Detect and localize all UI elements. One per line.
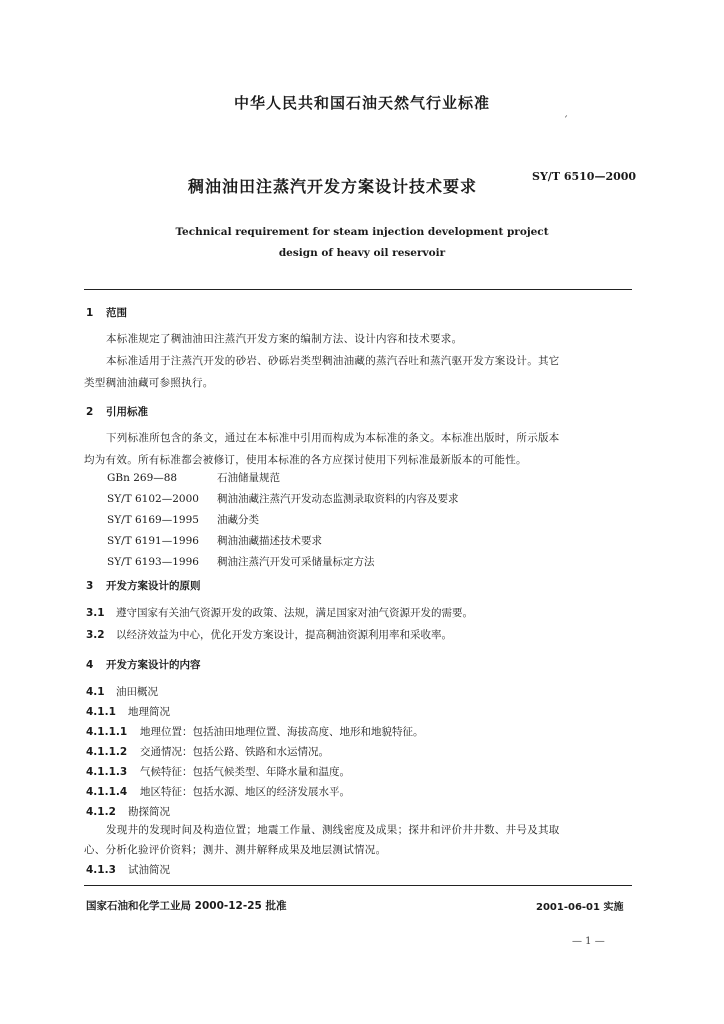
- section-3-items: [86, 602, 473, 646]
- reference-item: SY/T 6193—1996 稠油注蒸汽开发可采储量标定方法: [107, 556, 375, 568]
- footer-rule: [84, 885, 632, 886]
- paragraph: 下列标准所包含的条文，通过在本标准中引用而构成为本标准的条文。本标准出版时，所示版本: [106, 432, 560, 444]
- clause: 3.1 遵守国家有关油气资源开发的政策、法规，满足国家对油气资源开发的需要。: [86, 607, 473, 619]
- section-title: 开发方案设计的内容: [106, 659, 201, 671]
- title-en-line-2: design of heavy oil reservoir: [278, 247, 446, 259]
- section-number: 2: [86, 406, 94, 418]
- paragraph: 类型稠油油藏可参照执行。: [84, 377, 214, 389]
- section-2-body: [84, 427, 632, 471]
- section-title: 范围: [106, 307, 127, 319]
- reference-item: SY/T 6102—2000 稠油油藏注蒸汽开发动态监测录取资料的内容及要求: [107, 493, 459, 505]
- implementation-date: 2001-06-01 实施: [536, 902, 624, 913]
- section-1-heading: [86, 305, 127, 320]
- section-3-heading: [86, 578, 201, 593]
- clause: 4.1.3 试油简况: [86, 864, 170, 876]
- section-number: 4: [86, 659, 94, 671]
- section-title: 开发方案设计的原则: [106, 580, 201, 592]
- paragraph: 发现井的发现时间及构造位置；地震工作量、测线密度及成果；探井和评价井井数、井号及其取: [106, 824, 560, 836]
- header-rule: [84, 289, 632, 290]
- reference-item: SY/T 6169—1995 油藏分类: [107, 514, 259, 526]
- reference-item: GBn 269—88 石油储量规范: [107, 472, 280, 484]
- clause: 4.1.1.2 交通情况：包括公路、铁路和水运情况。: [86, 746, 329, 758]
- section-title: 引用标准: [106, 406, 148, 418]
- section-1-body: [84, 328, 632, 394]
- section-2-heading: [86, 404, 148, 419]
- paragraph: 本标准适用于注蒸汽开发的砂岩、砂砾岩类型稠油油藏的蒸汽吞吐和蒸汽驱开发方案设计。其它: [106, 355, 560, 367]
- page-number: — 1 —: [572, 936, 605, 947]
- clause: 4.1.1.1 地理位置：包括油田地理位置、海拔高度、地形和地貌特征。: [86, 726, 424, 738]
- approval-note: 国家石油和化学工业局 2000-12-25 批准: [86, 900, 287, 912]
- section-4-heading: [86, 657, 201, 672]
- section-4-1-2-body: [84, 820, 632, 860]
- paragraph: 均为有效。所有标准都会被修订，使用本标准的各方应探讨使用下列标准最新版本的可能性。: [84, 454, 527, 466]
- title-en-line-1: Technical requirement for steam injection development project: [175, 226, 549, 238]
- clause: 4.1.1 地理简况: [86, 706, 170, 718]
- clause: 4.1.1.3 气候特征：包括气候类型、年降水量和温度。: [86, 766, 350, 778]
- section-number: 1: [86, 307, 94, 319]
- standard-code: SY/T 6510—2000: [532, 170, 637, 183]
- clause: 4.1 油田概况: [86, 686, 158, 698]
- clause: 4.1.1.4 地区特征：包括水源、地区的经济发展水平。: [86, 786, 350, 798]
- document-title-cn: 稠油油田注蒸汽开发方案设计技术要求: [188, 177, 478, 196]
- paragraph: 心、分析化验评价资料；测井、测井解释成果及地层测试情况。: [84, 844, 387, 856]
- paragraph: 本标准规定了稠油油田注蒸汽开发方案的编制方法、设计内容和技术要求。: [106, 333, 463, 345]
- document-title-en: [0, 222, 724, 264]
- reference-list: [107, 468, 459, 573]
- section-4-items: [86, 682, 424, 822]
- clause: 3.2 以经济效益为中心，优化开发方案设计，提高稠油资源利用率和采收率。: [86, 629, 452, 641]
- section-number: 3: [86, 580, 94, 592]
- scan-mark: ˊ: [563, 116, 568, 127]
- clause: 4.1.2 勘探简况: [86, 806, 170, 818]
- standard-category-header: 中华人民共和国石油天然气行业标准: [233, 94, 490, 112]
- reference-item: SY/T 6191—1996 稠油油藏描述技术要求: [107, 535, 322, 547]
